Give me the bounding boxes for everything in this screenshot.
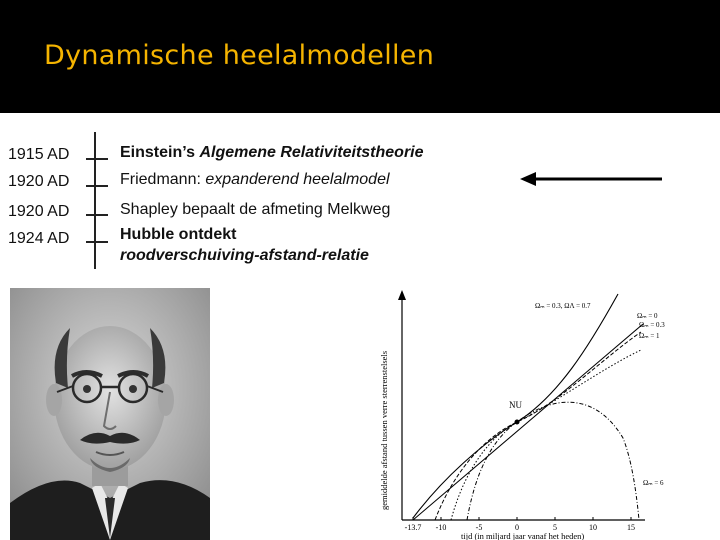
curve-label: Ωₘ = 0.3, ΩΛ = 0.7 <box>535 302 591 310</box>
y-axis-label: gemiddelde afstand tussen verre sterrenstelsels <box>379 350 389 510</box>
curve-label: Ωₘ = 1 <box>639 332 660 340</box>
timeline-event <box>120 247 369 265</box>
timeline-year: 1920 AD <box>8 203 70 220</box>
timeline-event <box>120 226 236 244</box>
event-text: Shapley bepaalt de afmeting Melkweg <box>120 201 391 218</box>
curve-empty <box>413 324 643 520</box>
timeline-year: 1920 AD <box>8 173 70 190</box>
timeline-tick <box>86 241 108 243</box>
curve-omega-6 <box>467 402 639 520</box>
event-text: Hubble ontdekt <box>120 226 237 243</box>
timeline-tick <box>86 214 108 216</box>
x-tick-label: 0 <box>515 523 519 532</box>
curve-omega-1 <box>451 350 641 520</box>
y-axis-arrow-icon <box>398 290 406 300</box>
timeline <box>0 113 720 283</box>
x-tick-label: 5 <box>553 523 557 532</box>
timeline-year: 1915 AD <box>8 146 70 163</box>
x-tick-label: 10 <box>589 523 597 532</box>
timeline-event <box>120 171 390 189</box>
timeline-tick <box>86 185 108 187</box>
timeline-year: 1924 AD <box>8 230 70 247</box>
left-arrow-icon <box>520 171 665 187</box>
curve-label: Ωₘ = 0.3 <box>639 321 665 329</box>
timeline-event <box>120 144 424 162</box>
event-text: Algemene Relativiteitstheorie <box>199 144 424 161</box>
curve-label: Ωₘ = 6 <box>643 479 664 487</box>
event-text: expanderend heelalmodel <box>205 171 390 188</box>
now-label: NU <box>509 400 522 410</box>
expansion-graph <box>373 288 720 540</box>
timeline-axis <box>94 132 96 269</box>
title-bar <box>0 0 720 113</box>
timeline-event <box>120 201 390 219</box>
timeline-tick <box>86 158 108 160</box>
event-text: roodverschuiving-afstand-relatie <box>120 247 369 264</box>
x-tick-label: -5 <box>475 523 483 532</box>
event-text: Einstein’s <box>120 144 200 161</box>
x-tick-label: -10 <box>435 523 447 532</box>
x-tick-label: 15 <box>627 523 635 532</box>
curve-omega-03 <box>435 332 641 520</box>
x-tick-label: -13.7 <box>404 523 422 532</box>
now-point <box>515 420 520 425</box>
event-text: Friedmann: <box>120 171 206 188</box>
curve-label: Ωₘ = 0 <box>637 312 658 320</box>
friedmann-portrait <box>10 288 210 540</box>
slide-title: Dynamische heelalmodellen <box>44 40 435 71</box>
x-axis-label: tijd (in miljard jaar vanaf het heden) <box>461 531 585 540</box>
